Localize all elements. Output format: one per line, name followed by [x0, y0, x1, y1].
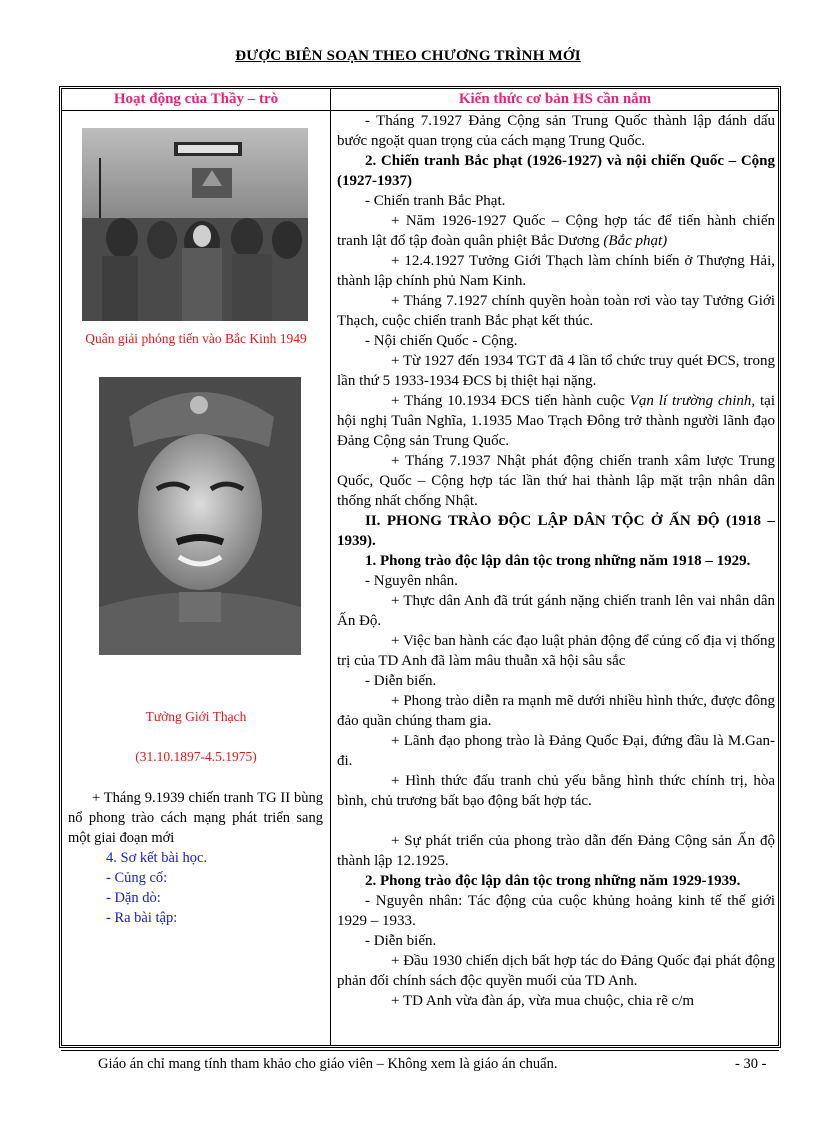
footer-rule [61, 1050, 779, 1051]
paragraph: - Nguyên nhân. [365, 573, 458, 589]
paragraph: + Việc ban hành các đạo luật phản động để củng cố địa vị thống trị của TD Anh đã làm mâu thuẫn xã hội sâu sắc [337, 633, 775, 669]
col-right-title: Kiến thức cơ bản HS cần nắm [458, 91, 652, 107]
column-divider [330, 89, 331, 1045]
paragraph: + Sự phát triển của phong trào dẫn đến Đảng Cộng sản Ấn độ thành lập 12.1925. [337, 833, 775, 869]
summary-item: - Củng cố: [106, 870, 168, 886]
text-run: + Tháng 10.1934 ĐCS tiến hành cuộc [391, 393, 630, 409]
paragraph: - Diễn biến. [365, 933, 437, 949]
photo1-caption: Quân giải phóng tiến vào Bắc Kinh 1949 [85, 331, 307, 346]
summary-item: - Dặn dò: [106, 890, 161, 906]
paragraph: - Nội chiến Quốc - Cộng. [365, 333, 518, 349]
section-heading: 1. Phong trào độc lập dân tộc trong những năm 1918 – 1929. [365, 553, 751, 569]
summary-title: 4. Sơ kết bài học. [106, 850, 208, 866]
lesson-table [61, 88, 779, 1046]
right-column [337, 111, 775, 1011]
text-run: tại hội nghị Tuân Nghĩa, 1.1935 Mao Trạch Đông trở thành người lãnh đạo Đảng Cộng sản Trung Quốc. [337, 393, 776, 449]
text-run: + Năm 1926-1927 Quốc – Cộng hợp tác để tiến hành chiến tranh lật đổ tập đoàn quân phiệt Bắc Dương [337, 213, 775, 249]
paragraph: + Đầu 1930 chiến dịch bất hợp tác do Đảng Quốc đại phát động phản đối chính sách độc quyền muối của TD Anh. [337, 953, 775, 989]
paragraph: + TD Anh vừa đàn áp, vừa mua chuộc, chia rẽ c/m [391, 993, 695, 1009]
section-heading: II. PHONG TRÀO ĐỘC LẬP DÂN TỘC Ở ẤN ĐỘ (1918 – 1939). [337, 513, 775, 549]
text-run-italic: Vạn lí trường chinh, [629, 393, 756, 409]
col-left-title: Hoạt động của Thầy – trò [113, 91, 279, 107]
text-run-italic: (Bắc phạt) [603, 233, 668, 249]
section-heading: 2. Chiến tranh Bắc phạt (1926-1927) và nội chiến Quốc – Cộng (1927-1937) [337, 153, 775, 189]
army-parade-photo [82, 128, 308, 321]
paragraph: + Từ 1927 đến 1934 TGT đã 4 lần tổ chức truy quét ĐCS, trong lần thứ 5 1933-1934 ĐCS bị thiệt hại nặng. [337, 353, 775, 389]
portrait-photo [99, 377, 301, 655]
footer-note: Giáo án chỉ mang tính tham khảo cho giáo viên – Không xem là giáo án chuẩn. [98, 1056, 558, 1072]
paragraph: + Thực dân Anh đã trút gánh nặng chiến tranh lên vai nhân dân Ấn Độ. [337, 593, 775, 629]
page-number: - 30 - [735, 1056, 767, 1072]
paragraph: + Hình thức đấu tranh chủ yếu bằng hình thức chính trị, hòa bình, chủ trương bất bạo động bất hợp tác. [337, 773, 775, 809]
paragraph: - Tháng 7.1927 Đảng Cộng sản Trung Quốc thành lập đánh dấu bước ngoặt quan trọng của cách mạng Trung Quốc. [337, 113, 775, 149]
paragraph: - Diễn biến. [365, 673, 437, 689]
paragraph: + Phong trào diễn ra mạnh mẽ dưới nhiều hình thức, được đông đảo quần chúng tham gia. [337, 693, 775, 729]
paragraph [337, 391, 775, 451]
portrait-caption-name: Tưởng Giới Thạch [145, 709, 247, 724]
paragraph: + Tháng 7.1927 chính quyền hoàn toàn rơi vào tay Tưởng Giới Thạch, cuộc chiến tranh Bắc phạt kết thúc. [337, 293, 775, 329]
portrait-caption-dates: (31.10.1897-4.5.1975) [135, 749, 257, 764]
summary-item: - Ra bài tập: [106, 910, 178, 926]
blank-line [337, 811, 775, 831]
section-heading: 2. Phong trào độc lập dân tộc trong những năm 1929-1939. [365, 873, 741, 889]
left-note: + Tháng 9.1939 chiến tranh TG II bùng nổ phong trào cách mạng phát triển sang một giai đoạn mới [68, 790, 323, 846]
paragraph: - Chiến tranh Bắc Phạt. [365, 193, 506, 209]
page-header: ĐƯỢC BIÊN SOẠN THEO CHƯƠNG TRÌNH MỚI [235, 48, 581, 64]
paragraph: + Lãnh đạo phong trào là Đảng Quốc Đại, đứng đầu là M.Gan-đi. [337, 733, 775, 769]
paragraph: - Nguyên nhân: Tác động của cuộc khủng hoảng kinh tế thế giới 1929 – 1933. [337, 893, 775, 929]
paragraph: + 12.4.1927 Tưởng Giới Thạch làm chính biến ở Thượng Hải, thành lập chính phủ Nam Kinh. [337, 253, 775, 289]
paragraph [337, 211, 775, 251]
paragraph: + Tháng 7.1937 Nhật phát động chiến tranh xâm lược Trung Quốc, Quốc – Cộng hợp tác lần thứ hai thành lập mặt trận nhân dân thống nhất chống Nhật. [337, 453, 775, 509]
